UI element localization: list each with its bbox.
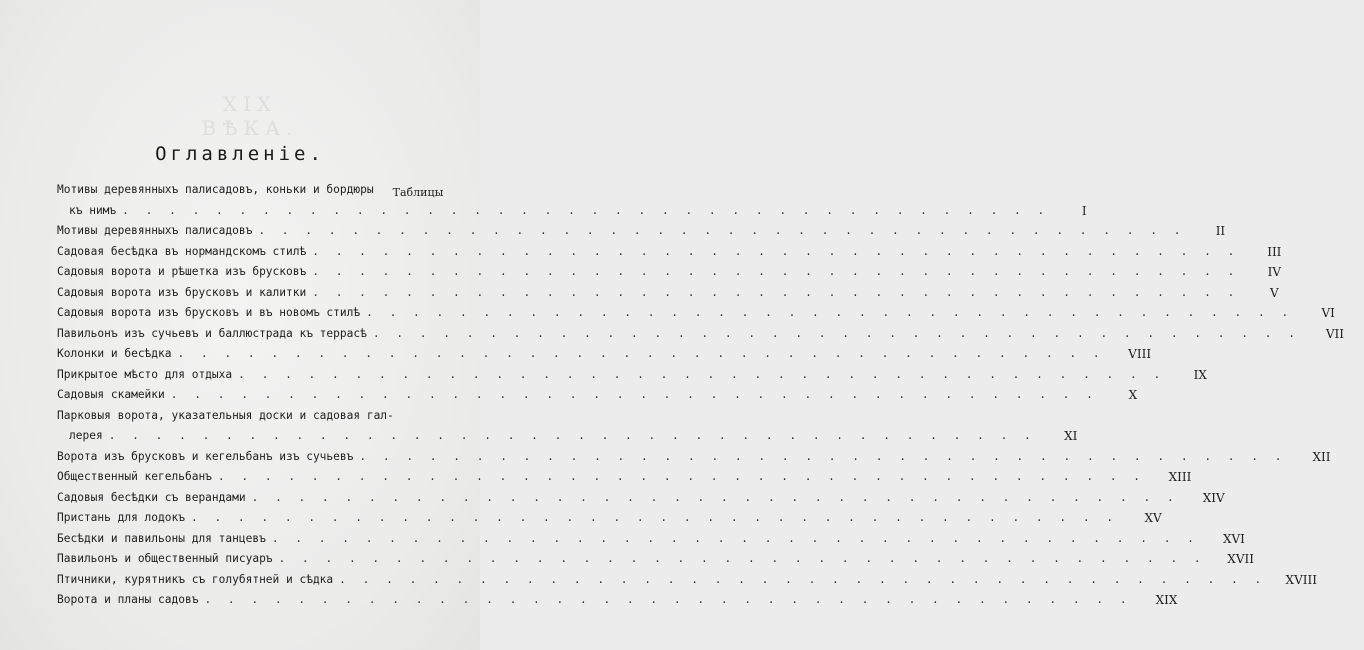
toc-entry: [57, 221, 1226, 242]
toc-entry-title: Общественный кегельбанъ: [57, 470, 212, 483]
toc-entry-line: [57, 242, 1282, 263]
toc-entry: [57, 283, 1279, 304]
toc-entry: [57, 344, 1152, 365]
toc-entry: [57, 406, 1078, 447]
plate-numeral: XIV: [1202, 490, 1225, 505]
dot-leader: . . . . . . . . . . . . . . . . . . . . . . . . . . . . . . . . . . . . . . . .: [177, 347, 1105, 360]
toc-entry: [57, 549, 1254, 570]
dot-leader: . . . . . . . . . . . . . . . . . . . . . . . . . . . . . . . . . . . . . . . .: [372, 326, 1300, 340]
toc-entry-line: [57, 385, 1138, 406]
toc-entry: [57, 529, 1245, 550]
toc-entry-title: лерея: [69, 429, 103, 442]
dot-leader: . . . . . . . . . . . . . . . . . . . . . . . . . . . . . . . . . . . . . . . .: [204, 593, 1132, 606]
toc-entry-line: [57, 303, 1335, 324]
toc-entry: [57, 467, 1192, 488]
plate-numeral: XI: [1064, 429, 1078, 443]
toc-entry: [57, 262, 1282, 283]
plate-numeral: III: [1267, 244, 1282, 259]
plate-numeral: I: [1081, 203, 1087, 218]
toc-entry-title: Садовыя ворота и рѣшетка изъ брусковъ: [57, 265, 307, 278]
toc-entry: [57, 242, 1282, 263]
plate-numeral: XII: [1312, 449, 1331, 464]
toc-entry: [57, 508, 1162, 529]
plate-numeral: XIX: [1155, 593, 1178, 607]
plate-numeral: VII: [1325, 326, 1345, 341]
toc-entry-line: [57, 426, 1078, 447]
toc-entry-title: Ворота изъ брусковъ и кегельбанъ изъ сучьевъ: [57, 449, 354, 463]
toc-entry-line: [57, 508, 1162, 529]
toc-entry-line: [57, 447, 1331, 468]
toc-entry-title: Бесѣдки и павильоны для танцевъ: [57, 531, 266, 545]
dot-leader: . . . . . . . . . . . . . . . . . . . . . . . . . . . . . . . . . . . . . . . .: [339, 572, 1267, 586]
toc-entry: [57, 385, 1138, 406]
toc-entry-line: [57, 570, 1317, 591]
toc-entry-title: Парковыя ворота, указательныя доски и садовая гал-: [57, 408, 394, 422]
toc-entry: [57, 590, 1178, 611]
dot-leader: . . . . . . . . . . . . . . . . . . . . . . . . . . . . . . . . . . . . . . . .: [238, 367, 1166, 381]
dot-leader: . . . . . . . . . . . . . . . . . . . . . . . . . . . . . . . . . . . . . . . .: [312, 244, 1240, 258]
plate-numeral: XVI: [1222, 531, 1245, 546]
toc-entry-title: Павильонъ изъ сучьевъ и баллюстрада къ террасѣ: [57, 326, 367, 340]
toc-entry-title: Садовыя бесѣдки съ верандами: [57, 490, 246, 504]
plate-numeral: XVII: [1227, 552, 1254, 566]
toc-entry: [57, 488, 1225, 509]
plate-numeral: II: [1215, 224, 1226, 238]
toc-entry-title: Колонки и бесѣдка: [57, 347, 172, 360]
toc-entry-title: Садовыя скамейки: [57, 388, 165, 401]
dot-leader: . . . . . . . . . . . . . . . . . . . . . . . . . . . . . . . . . . . . . . . .: [190, 511, 1119, 524]
toc-entry-line: [57, 180, 440, 201]
dot-leader: . . . . . . . . . . . . . . . . . . . . . . . . . . . . . . . . . . . . . . . .: [217, 470, 1146, 483]
plate-numeral: XV: [1144, 511, 1162, 525]
toc-entry-line: [57, 201, 1087, 222]
dot-leader: . . . . . . . . . . . . . . . . . . . . . . . . . . . . . . . . . . . . . . . .: [251, 490, 1179, 504]
plate-numeral: XVIII: [1285, 572, 1317, 587]
page-title: Оглавленіе.: [155, 143, 325, 165]
toc-entry: [57, 570, 1317, 591]
toc-entry-title: Ворота и планы садовъ: [57, 593, 199, 606]
dot-leader: . . . . . . . . . . . . . . . . . . . . . . . . . . . . . . . . . . . . . . . .: [312, 285, 1240, 299]
toc-entry-line: [57, 365, 1207, 386]
plate-numeral: VI: [1321, 306, 1335, 320]
plate-numeral: IV: [1267, 265, 1282, 279]
table-of-contents: [57, 180, 1345, 611]
toc-entry: [57, 365, 1207, 386]
toc-entry: [57, 324, 1345, 345]
toc-entry-line: [57, 529, 1245, 550]
toc-entry-line: [57, 590, 1178, 611]
toc-entry-line: [57, 467, 1192, 488]
toc-entry-line: [57, 549, 1254, 570]
toc-entry-line: [57, 344, 1152, 365]
toc-entry-line: [57, 488, 1225, 509]
toc-entry-line: [57, 283, 1279, 304]
dot-leader: . . . . . . . . . . . . . . . . . . . . . . . . . . . . . . . . . . . . . . . .: [271, 531, 1199, 545]
bleed-through-text: XIX ВѢКА.: [201, 92, 299, 140]
plate-numeral: V: [1269, 285, 1279, 300]
toc-entry-line: [57, 221, 1226, 242]
dot-leader: . . . . . . . . . . . . . . . . . . . . . . . . . . . . . . . . . . . . . . . .: [366, 306, 1294, 319]
toc-entry-line: [57, 406, 440, 427]
dot-leader: . . . . . . . . . . . . . . . . . . . . . . . . . . . . . . . . . . . . . . . .: [312, 265, 1240, 278]
plate-numeral: VIII: [1128, 347, 1152, 361]
toc-entry: [57, 180, 1087, 221]
toc-entry-title: Садовая бесѣдка въ нормандскомъ стилѣ: [57, 244, 307, 258]
dot-leader: . . . . . . . . . . . . . . . . . . . . . . . . . . . . . . . . . . . . . . . .: [359, 449, 1287, 463]
toc-entry-line: [57, 324, 1345, 345]
toc-entry-title: Садовыя ворота изъ брусковъ и калитки: [57, 285, 307, 299]
dot-leader: . . . . . . . . . . . . . . . . . . . . . . . . . . . . . . . . . . . . . . . .: [108, 429, 1036, 442]
toc-entry-title: Садовыя ворота изъ брусковъ и въ новомъ стилѣ: [57, 306, 361, 319]
plate-numeral: XIII: [1168, 470, 1192, 484]
plate-numeral: X: [1128, 388, 1138, 402]
dot-leader: . . . . . . . . . . . . . . . . . . . . . . . . . . . . . . . . . . . . . . . .: [170, 388, 1098, 401]
toc-entry-line: [57, 262, 1282, 283]
dot-leader: . . . . . . . . . . . . . . . . . . . . . . . . . . . . . . . . . . . . . . . .: [278, 552, 1206, 565]
toc-entry-title: Мотивы деревянныхъ палисадовъ: [57, 224, 253, 237]
toc-entry-title: къ нимъ: [69, 203, 117, 217]
column-header-plates: Таблицы: [392, 186, 444, 199]
dot-leader: . . . . . . . . . . . . . . . . . . . . . . . . . . . . . . . . . . . . . . . .: [258, 224, 1186, 237]
toc-entry: [57, 303, 1335, 324]
toc-entry: [57, 447, 1331, 468]
toc-entry-title: Павильонъ и общественный писуаръ: [57, 552, 273, 565]
toc-entry-title: Птичники, курятникъ съ голубятней и сѣдка: [57, 572, 334, 586]
toc-entry-title: Прикрытое мѣсто для отдыха: [57, 367, 233, 381]
dot-leader: . . . . . . . . . . . . . . . . . . . . . . . . . . . . . . . . . . . . . . . .: [122, 203, 1050, 217]
toc-entry-title: Мотивы деревянныхъ палисадовъ, коньки и бордюры: [57, 183, 374, 196]
toc-entry-title: Пристань для лодокъ: [57, 511, 185, 524]
plate-numeral: IX: [1193, 367, 1207, 382]
